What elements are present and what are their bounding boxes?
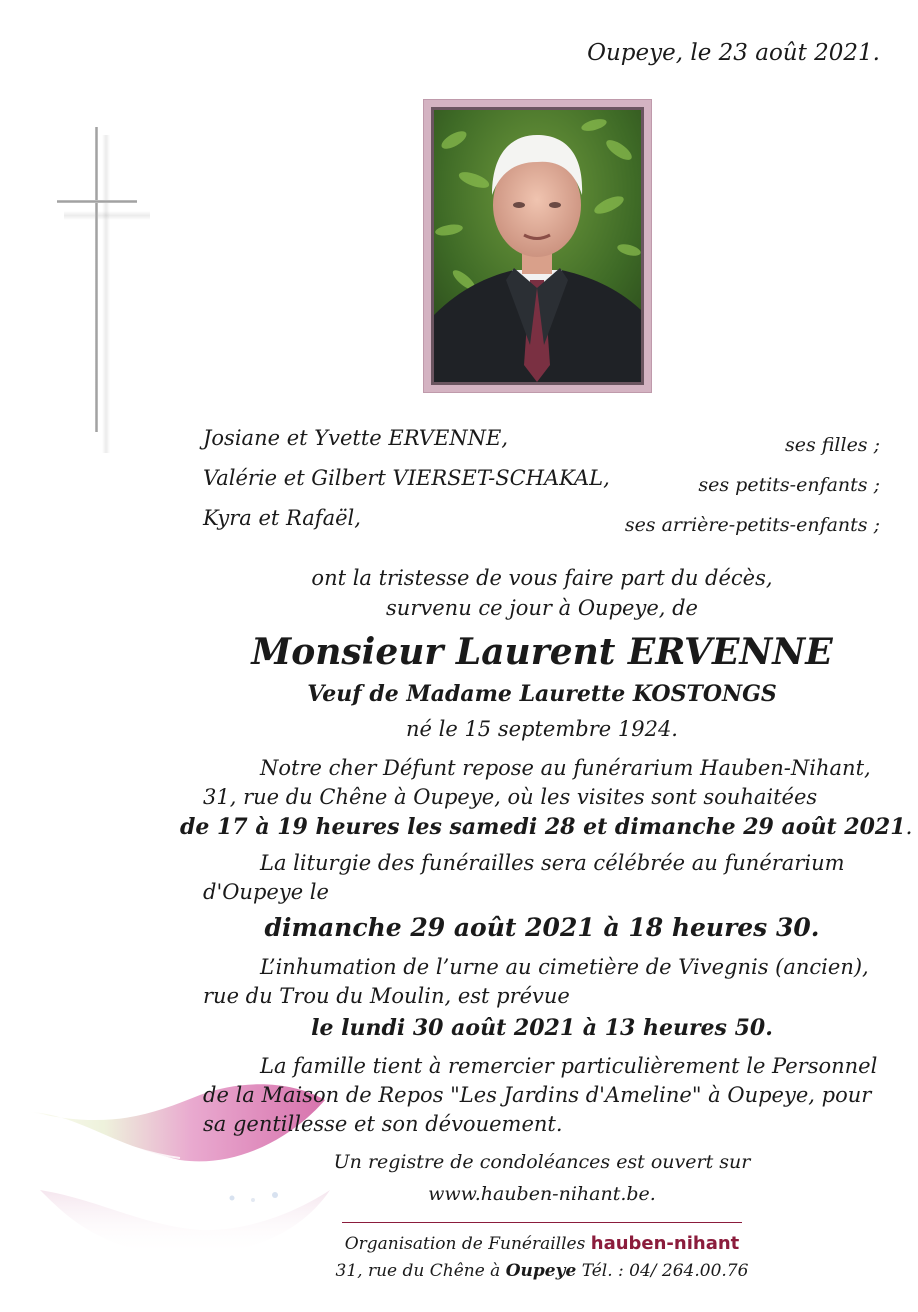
organisation-label: Organisation de Funérailles xyxy=(344,1234,586,1254)
address-prefix: 31, rue du Chêne à xyxy=(335,1261,501,1281)
cross-horizontal-bar xyxy=(57,200,137,203)
announcement-line: ont la tristesse de vous faire part du décès, xyxy=(311,566,773,590)
liturgy-line: d'Oupeye le xyxy=(203,880,329,904)
family-roles-list xyxy=(625,425,880,545)
portrait-illustration xyxy=(434,110,641,382)
visitation-line: 31, rue du Chêne à Oupeye, où les visites sont souhaitées xyxy=(203,785,818,809)
family-role-line: ses petits-enfants ; xyxy=(698,474,880,496)
family-role-line: ses filles ; xyxy=(784,434,880,456)
cross-vertical-bar xyxy=(95,127,98,432)
visitation-line: Notre cher Défunt repose au funérarium Hauben-Nihant, xyxy=(260,756,871,780)
liturgy-date: dimanche 29 août 2021 à 18 heures 30. xyxy=(264,913,820,942)
thanks-line: La famille tient à remercier particulièrement le Personnel xyxy=(260,1054,878,1078)
deceased-name: Monsieur Laurent ERVENNE xyxy=(251,631,833,673)
widow-of: Veuf de Madame Laurette KOSTONGS xyxy=(307,681,777,707)
visitation-hours-text: de 17 à 19 heures les samedi 28 et dimanche 29 août 2021 xyxy=(180,814,906,840)
brand-logo: hauben-nihant xyxy=(590,1233,740,1254)
liturgy-line: La liturgie des funérailles sera célébrée au funérarium xyxy=(260,851,845,875)
inhumation-line: L’inhumation de l’urne au cimetière de Vivegnis (ancien), xyxy=(260,955,869,979)
address-city: Oupeye xyxy=(505,1261,577,1281)
date-line: Oupeye, le 23 août 2021. xyxy=(587,40,880,66)
family-names-line: Kyra et Rafaël, xyxy=(203,506,361,530)
inhumation-paragraph xyxy=(203,953,883,1011)
footer-address-line xyxy=(300,1258,784,1285)
portrait-photo xyxy=(431,107,644,385)
liturgy-paragraph xyxy=(203,849,883,907)
announcement-line: survenu ce jour à Oupeye, de xyxy=(386,596,698,620)
cross-vertical-shadow xyxy=(102,135,110,453)
condolences-notice xyxy=(180,1146,904,1210)
thanks-line: de la Maison de Repos "Les Jardins d'Ameline" à Oupeye, pour sa gentillesse et son dévouement. xyxy=(203,1083,872,1136)
portrait-frame xyxy=(423,99,652,393)
family-role-line: ses arrière-petits-enfants ; xyxy=(624,514,880,536)
visitation-hours-end: . xyxy=(905,815,913,840)
family-names-line: Josiane et Yvette ERVENNE, xyxy=(203,426,509,450)
condolences-text: Un registre de condoléances est ouvert sur xyxy=(333,1151,751,1173)
family-names-line: Valérie et Gilbert VIERSET-SCHAKAL, xyxy=(203,466,610,490)
thanks-paragraph xyxy=(203,1052,883,1139)
footer-divider xyxy=(342,1222,742,1223)
birth-date: né le 15 septembre 1924. xyxy=(406,717,678,741)
visitation-hours xyxy=(180,811,913,844)
announcement xyxy=(180,563,904,623)
footer xyxy=(300,1230,784,1285)
inhumation-line: rue du Trou du Moulin, est prévue xyxy=(203,984,570,1008)
phone-number: Tél. : 04/ 264.00.76 xyxy=(581,1261,749,1281)
visitation-paragraph xyxy=(203,754,883,812)
family-names-list xyxy=(203,418,610,538)
inhumation-date: le lundi 30 août 2021 à 13 heures 50. xyxy=(311,1015,773,1041)
cross-horizontal-shadow xyxy=(64,211,150,220)
footer-organisation-line xyxy=(300,1230,784,1258)
condolences-url[interactable]: www.hauben-nihant.be. xyxy=(428,1183,656,1205)
